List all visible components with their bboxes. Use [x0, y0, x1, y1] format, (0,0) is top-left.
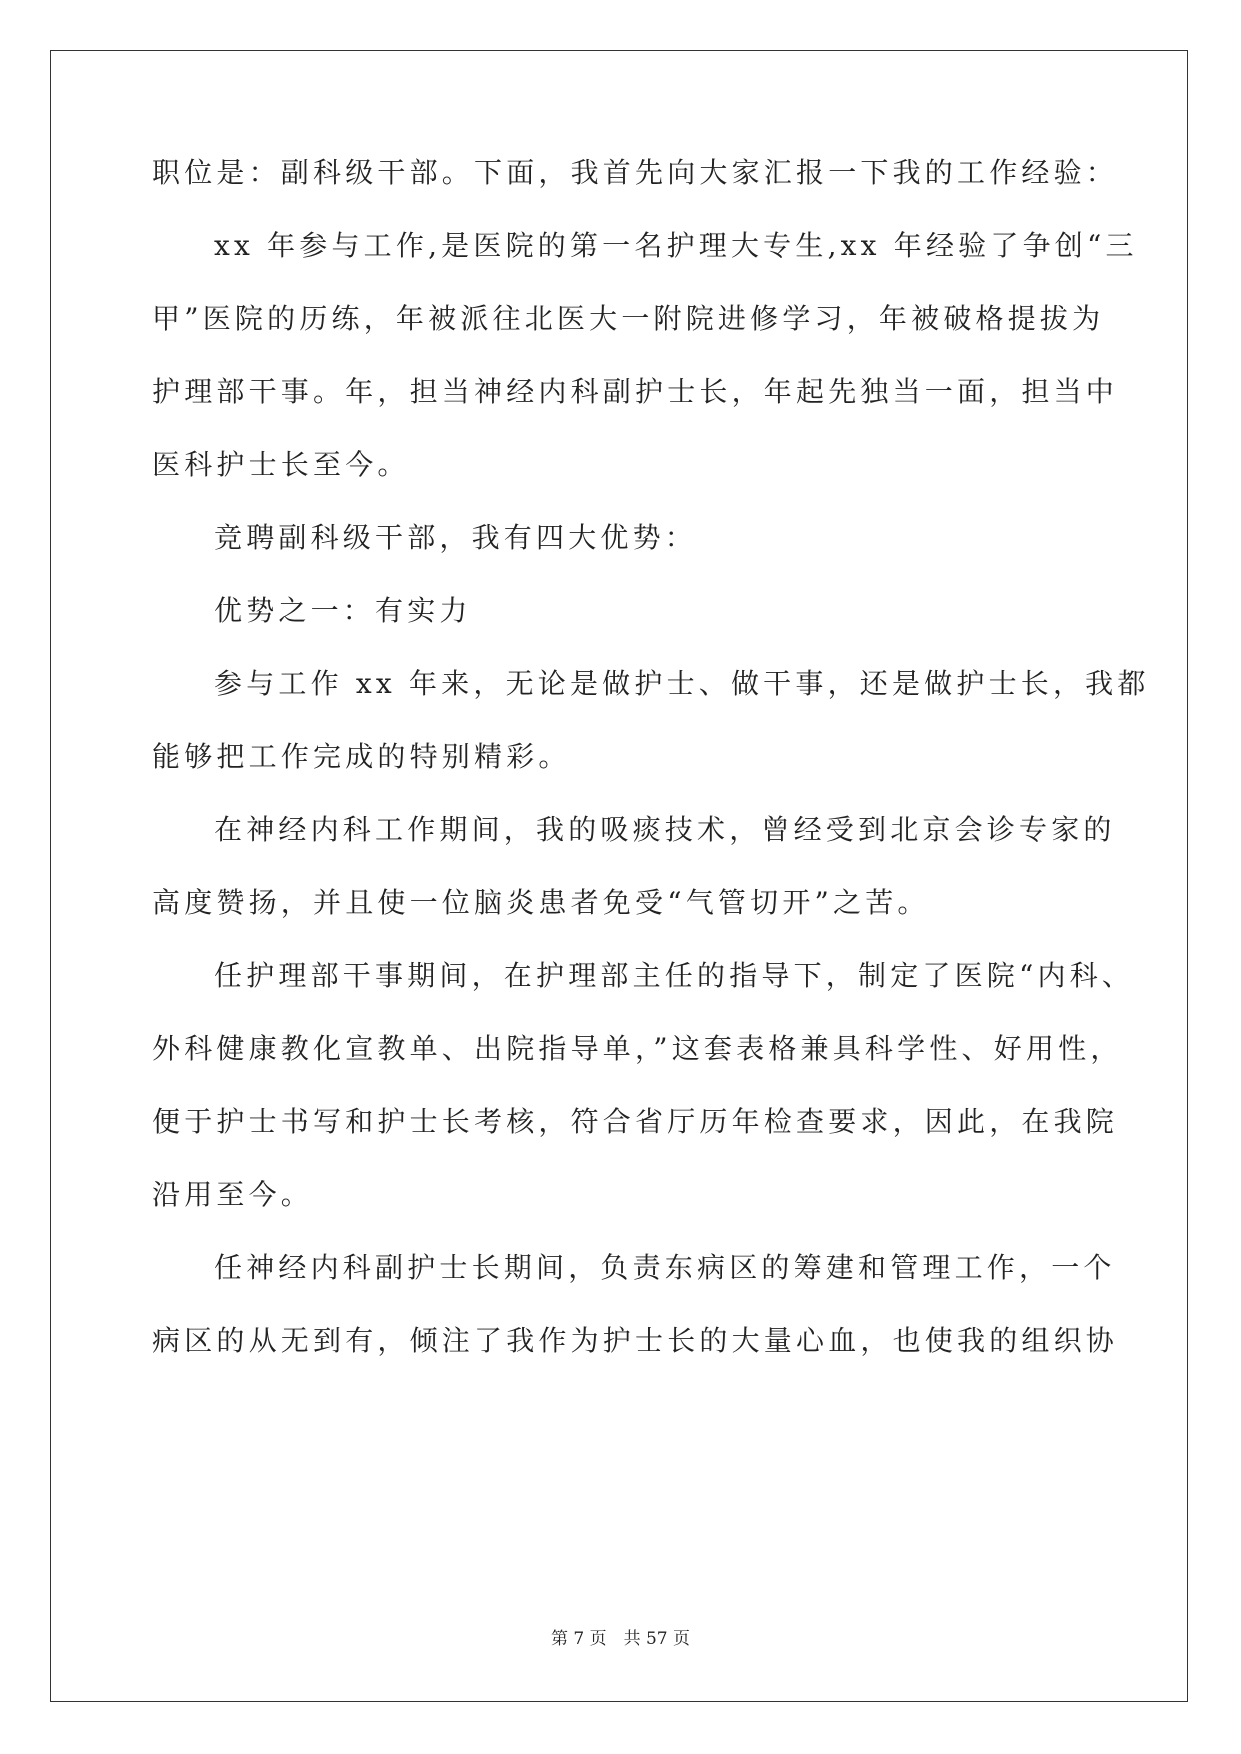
- text-line: 沿用至今。: [152, 1178, 314, 1211]
- text-line: 任神经内科副护士长期间，负责东病区的筹建和管理工作，一个: [214, 1251, 1116, 1284]
- text-line: 任护理部干事期间，在护理部主任的指导下，制定了医院“内科、: [214, 959, 1135, 992]
- page-number: 第 7 页 共 57 页: [550, 1629, 691, 1649]
- text-line: xx 年参与工作,是医院的第一名护理大专生,xx 年经验了争创“三: [214, 229, 1138, 262]
- text-line: 外科健康教化宣教单、出院指导单，”这套表格兼具科学性、好用性，: [152, 1032, 1123, 1065]
- text-line: 参与工作 xx 年来，无论是做护士、做干事，还是做护士长，我都: [214, 667, 1150, 700]
- text-line: 竞聘副科级干部，我有四大优势：: [214, 521, 698, 554]
- text-line: 优势之一：有实力: [214, 594, 472, 627]
- text-line: 护理部干事。年，担当神经内科副护士长，年起先独当一面，担当中: [152, 375, 1119, 408]
- text-line: 便于护士书写和护士长考核，符合省厅历年检查要求，因此，在我院: [152, 1105, 1119, 1138]
- text-line: 医科护士长至今。: [152, 448, 410, 481]
- text-line: 能够把工作完成的特别精彩。: [152, 740, 571, 773]
- text-line: 高度赞扬，并且使一位脑炎患者免受“气管切开”之苦。: [152, 886, 930, 919]
- text-line: 甲”医院的历练，年被派往北医大一附院进修学习，年被破格提拔为: [152, 302, 1105, 335]
- text-line: 在神经内科工作期间，我的吸痰技术，曾经受到北京会诊专家的: [214, 813, 1116, 846]
- page-border: [50, 50, 1188, 1702]
- text-line: 病区的从无到有，倾注了我作为护士长的大量心血，也使我的组织协: [152, 1324, 1119, 1357]
- text-line: 职位是：副科级干部。下面，我首先向大家汇报一下我的工作经验：: [152, 156, 1119, 189]
